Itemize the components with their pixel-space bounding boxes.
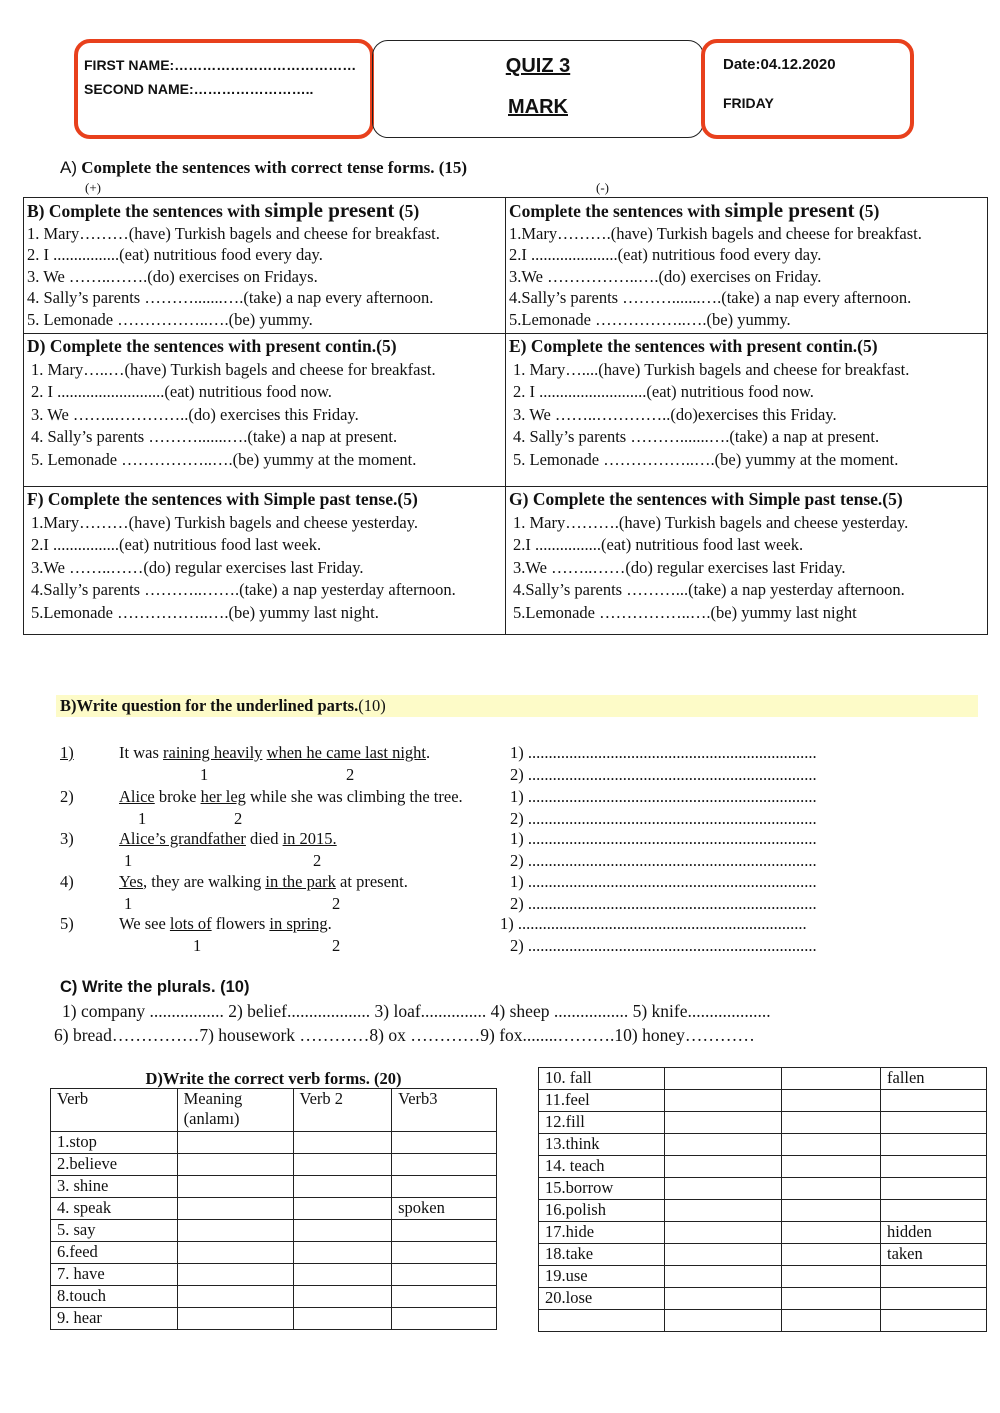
verb3-input[interactable]	[392, 1308, 497, 1330]
answer-number: 2)	[510, 894, 524, 913]
part-marker: 2	[313, 851, 322, 870]
verb3-cell: fallen	[881, 1068, 987, 1090]
column-header: Verb3	[392, 1089, 497, 1132]
verb3-input[interactable]	[392, 1220, 497, 1242]
exercise-sentence[interactable]: 2. I ................(eat) nutritious food every day.	[27, 245, 323, 264]
verb-cell: 3. shine	[51, 1176, 178, 1198]
question-number: 1)	[60, 743, 74, 762]
answer-number: 2)	[510, 851, 524, 870]
verb-row	[539, 1178, 987, 1200]
underlined-part: Yes	[119, 872, 144, 891]
quiz-box	[372, 40, 704, 138]
part-marker: 1	[193, 936, 202, 955]
meaning-input[interactable]	[177, 1286, 293, 1308]
verb-row	[51, 1220, 497, 1242]
answer-dots: ......................................................................	[527, 787, 817, 806]
exercise-cell	[24, 334, 506, 487]
negative-label: (-)	[596, 180, 609, 195]
section-a-heading	[60, 158, 467, 178]
exercise-sentence[interactable]: 2. I ..........................(eat) nutritious food now.	[31, 382, 332, 401]
meaning-input[interactable]	[177, 1308, 293, 1330]
verb2-input[interactable]	[293, 1132, 392, 1154]
verbs-title: D)Write the correct verb forms. (20)	[145, 1069, 402, 1088]
answer-number: 2)	[510, 809, 524, 828]
verb3-input[interactable]	[881, 1134, 987, 1156]
column-header: Meaning (anlamı)	[177, 1089, 293, 1132]
answer-line[interactable]	[510, 829, 817, 849]
meaning-input[interactable]	[177, 1264, 293, 1286]
question-sentence	[119, 914, 332, 934]
question-sentence	[119, 872, 408, 892]
exercise-sentence[interactable]: 2.I .....................(eat) nutritious food every day.	[509, 245, 822, 264]
answer-dots: ......................................................................	[527, 743, 817, 762]
exercise-cell	[506, 487, 988, 635]
questions-heading	[56, 695, 978, 717]
second-name-field[interactable]: SECOND NAME:……………………..	[84, 81, 314, 97]
verb-cell: 1.stop	[51, 1132, 178, 1154]
date-text: Date:04.12.2020	[723, 56, 836, 73]
exercise-heading	[509, 200, 984, 223]
answer-dots: ......................................................................	[527, 851, 817, 870]
verb-cell: 2.believe	[51, 1154, 178, 1176]
verb3-input[interactable]	[881, 1200, 987, 1222]
question-sentence	[119, 743, 430, 763]
verb2-input[interactable]	[782, 1090, 881, 1112]
verb-row	[539, 1156, 987, 1178]
day-text: FRIDAY	[723, 95, 774, 111]
verb3-input[interactable]	[881, 1156, 987, 1178]
question-sentence	[119, 787, 463, 807]
exercise-sentence[interactable]: 4.Sally’s parents ………...(take) a nap yesterday afternoon.	[513, 580, 905, 599]
column-header: Verb	[51, 1089, 178, 1132]
meaning-input[interactable]	[665, 1222, 782, 1244]
exercise-sentence[interactable]: 5.Lemonade ……………..….(be) yummy.	[509, 309, 791, 329]
answer-line[interactable]	[510, 787, 817, 807]
exercise-sentence[interactable]: 3.We ……………..….(do) exercises on Friday.	[509, 266, 822, 286]
exercise-heading	[27, 489, 502, 511]
answer-dots: ......................................................................	[527, 894, 817, 913]
verb-cell: 15.borrow	[539, 1178, 665, 1200]
answer-number: 1)	[510, 743, 524, 762]
verb-row	[539, 1222, 987, 1244]
name-box	[74, 39, 374, 139]
answer-number: 1)	[510, 787, 524, 806]
verb-cell: 14. teach	[539, 1156, 665, 1178]
verb-row	[539, 1112, 987, 1134]
meaning-input[interactable]	[177, 1132, 293, 1154]
answer-dots: ......................................................................	[517, 914, 807, 933]
tense-exercise-grid	[23, 197, 988, 635]
answer-number: 2)	[510, 936, 524, 955]
meaning-input[interactable]	[665, 1112, 782, 1134]
exercise-sentence[interactable]: 4. Sally’s parents ……….......….(take) a nap at present.	[31, 427, 398, 446]
heading-emphasis: simple present	[264, 198, 395, 222]
verb3-input[interactable]	[392, 1242, 497, 1264]
meaning-input[interactable]	[665, 1200, 782, 1222]
verb3-input[interactable]	[392, 1132, 497, 1154]
verb2-input[interactable]	[293, 1264, 392, 1286]
exercise-sentence[interactable]: 1. Mary…....(have) Turkish bagels and cheese for breakfast.	[513, 359, 910, 379]
exercise-heading	[27, 200, 502, 223]
sentence-text: We see	[119, 914, 170, 933]
underlined-part: raining heavily	[163, 743, 263, 762]
verb3-cell: taken	[881, 1244, 987, 1266]
verb-table-right	[538, 1067, 987, 1332]
verb3-input[interactable]	[881, 1090, 987, 1112]
exercise-sentence[interactable]: 3. We ……..…………..(do)exercises this Friday.	[513, 404, 837, 424]
heading-text: B) Complete the sentences with	[27, 201, 265, 221]
heading-points: (5)	[854, 201, 880, 221]
sentence-text: flowers	[211, 914, 270, 933]
underlined-part: Alice	[119, 787, 155, 806]
heading-points: (5)	[394, 201, 420, 221]
verb3-input[interactable]	[881, 1266, 987, 1288]
answer-line[interactable]	[510, 936, 817, 956]
verb2-input[interactable]	[782, 1244, 881, 1266]
answer-line[interactable]	[510, 872, 817, 892]
verb-cell: 13.think	[539, 1134, 665, 1156]
exercise-sentence[interactable]: 5. Lemonade ……………..….(be) yummy at the moment.	[513, 449, 899, 469]
answer-number: 2)	[510, 765, 524, 784]
meaning-input[interactable]	[177, 1154, 293, 1176]
meaning-input[interactable]	[665, 1288, 782, 1310]
verb3-input[interactable]	[392, 1264, 497, 1286]
answer-dots: ......................................................................	[527, 765, 817, 784]
meaning-input[interactable]	[665, 1266, 782, 1288]
verb3-input[interactable]	[881, 1178, 987, 1200]
questions-title: B)Write question for the underlined parts.	[60, 696, 359, 715]
exercise-heading	[509, 336, 984, 358]
underlined-part: her leg	[200, 787, 246, 806]
positive-label: (+)	[85, 180, 101, 195]
part-marker: 1	[138, 809, 147, 828]
verb-row	[539, 1090, 987, 1112]
verb-cell: 17.hide	[539, 1222, 665, 1244]
part-marker: 2	[332, 936, 341, 955]
verb2-input[interactable]	[782, 1068, 881, 1090]
grid-row	[24, 334, 988, 487]
part-marker: 2	[234, 809, 243, 828]
exercise-sentence[interactable]: 1. Mary……….(have) Turkish bagels and cheese yesterday.	[513, 512, 909, 532]
verb-cell: 11.feel	[539, 1090, 665, 1112]
exercise-heading	[27, 336, 502, 358]
heading-emphasis: simple present	[724, 198, 855, 222]
exercise-sentence[interactable]: 3. We ……..…….(do) exercises on Fridays.	[27, 266, 318, 286]
exercise-sentence[interactable]: 3.We ……..……(do) regular exercises last Friday.	[513, 557, 846, 577]
exercise-sentence[interactable]: 4. Sally’s parents ……….......….(take) a nap at present.	[513, 427, 880, 446]
verb-row	[51, 1264, 497, 1286]
sentence-text: .	[327, 914, 332, 933]
answer-dots: ......................................................................	[527, 809, 817, 828]
first-name-field[interactable]: FIRST NAME:…………………………………	[84, 57, 357, 73]
exercise-sentence[interactable]: 5.Lemonade ……………..….(be) yummy last night	[513, 602, 857, 622]
sentence-text: .	[426, 743, 431, 762]
verb-cell: 7. have	[51, 1264, 178, 1286]
answer-line[interactable]	[510, 809, 817, 829]
verb2-input[interactable]	[782, 1310, 881, 1332]
question-number: 3)	[60, 829, 74, 848]
exercise-cell	[24, 198, 506, 334]
heading-text: Complete the sentences with	[509, 201, 725, 221]
meaning-input[interactable]	[177, 1220, 293, 1242]
verb2-input[interactable]	[293, 1242, 392, 1264]
answer-number: 1)	[510, 872, 524, 891]
exercise-sentence[interactable]: 1. Mary…..…(have) Turkish bagels and cheese for breakfast.	[31, 359, 436, 379]
exercise-sentence[interactable]: 5. Lemonade ……………..….(be) yummy.	[27, 309, 313, 329]
answer-line[interactable]	[510, 765, 817, 785]
underlined-part: when he came last night	[266, 743, 427, 762]
verb2-input[interactable]	[293, 1198, 392, 1220]
sentence-text: while she was climbing the tree.	[245, 787, 463, 806]
answer-line[interactable]	[510, 894, 817, 914]
sentence-text: It was	[119, 743, 163, 762]
question-sentence	[119, 829, 337, 849]
verb2-input[interactable]	[293, 1154, 392, 1176]
verb2-input[interactable]	[782, 1200, 881, 1222]
meaning-input[interactable]	[177, 1176, 293, 1198]
answer-line[interactable]	[500, 914, 807, 934]
heading-text: F) Complete the sentences with Simple past tense.(5)	[27, 489, 418, 509]
verb3-cell: spoken	[392, 1198, 497, 1220]
exercise-sentence[interactable]: 2.I ................(eat) nutritious food last week.	[513, 535, 804, 554]
verb2-input[interactable]	[782, 1266, 881, 1288]
quiz-title: QUIZ 3	[505, 55, 571, 77]
underlined-part: in 2015.	[282, 829, 337, 848]
section-a-label: A)	[60, 158, 77, 177]
part-marker: 1	[124, 894, 133, 913]
meaning-input[interactable]	[665, 1134, 782, 1156]
questions-points: (10)	[358, 696, 386, 715]
underlined-part: lots of	[169, 914, 212, 933]
answer-line[interactable]	[510, 851, 817, 871]
exercise-sentence[interactable]: 1.Mary………(have) Turkish bagels and cheese yesterday.	[31, 512, 419, 532]
empty-cell[interactable]	[539, 1310, 665, 1332]
plurals-line-1[interactable]: 1) company ................. 2) belief................... 3) loaf............... 4) sheep ................. 5) knife...................	[62, 1001, 771, 1021]
verb2-input[interactable]	[782, 1112, 881, 1134]
verb-cell: 9. hear	[51, 1308, 178, 1330]
verb3-input[interactable]	[392, 1176, 497, 1198]
exercise-sentence[interactable]: 3. We ……..…………..(do) exercises this Friday.	[31, 404, 359, 424]
heading-text: D) Complete the sentences with present contin.(5)	[27, 336, 397, 356]
verb-row	[539, 1068, 987, 1090]
part-marker: 1	[124, 851, 133, 870]
verb-row	[539, 1134, 987, 1156]
verb2-input[interactable]	[782, 1288, 881, 1310]
verb3-input[interactable]	[881, 1310, 987, 1332]
verb-cell: 18.take	[539, 1244, 665, 1266]
verb-cell: 12.fill	[539, 1112, 665, 1134]
part-marker: 1	[200, 765, 209, 784]
answer-dots: ......................................................................	[527, 829, 817, 848]
verb-row	[51, 1198, 497, 1220]
verb3-cell: hidden	[881, 1222, 987, 1244]
exercise-cell	[506, 198, 988, 334]
verb-cell: 5. say	[51, 1220, 178, 1242]
exercise-heading	[509, 489, 984, 511]
verb2-input[interactable]	[293, 1286, 392, 1308]
exercise-sentence[interactable]: 1. Mary………(have) Turkish bagels and cheese for breakfast.	[27, 223, 440, 243]
section-a-title: Complete the sentences with correct tense forms. (15)	[81, 158, 468, 177]
verb-cell: 4. speak	[51, 1198, 178, 1220]
sentence-text: broke	[154, 787, 201, 806]
verb-row	[539, 1266, 987, 1288]
exercise-sentence[interactable]: 4.Sally’s parents ………..…….(take) a nap yesterday afternoon.	[31, 580, 456, 599]
verb3-input[interactable]	[392, 1154, 497, 1176]
verb-cell: 8.touch	[51, 1286, 178, 1308]
meaning-input[interactable]	[665, 1244, 782, 1266]
verb-row	[539, 1200, 987, 1222]
verb-cell: 6.feed	[51, 1242, 178, 1264]
date-box	[701, 39, 914, 139]
answer-number: 1)	[500, 914, 514, 933]
exercise-sentence[interactable]: 2.I ................(eat) nutritious food last week.	[31, 535, 322, 554]
exercise-sentence[interactable]: 5. Lemonade ……………..….(be) yummy at the moment.	[31, 449, 417, 469]
exercise-sentence[interactable]: 5.Lemonade ……………..….(be) yummy last night.	[31, 602, 379, 622]
meaning-input[interactable]	[665, 1156, 782, 1178]
sentence-text: at present.	[335, 872, 408, 891]
answer-dots: ......................................................................	[527, 936, 817, 955]
verb-row	[51, 1286, 497, 1308]
meaning-input[interactable]	[665, 1090, 782, 1112]
verb-row	[51, 1242, 497, 1264]
verb-row	[51, 1132, 497, 1154]
verb-table-header	[51, 1089, 497, 1132]
plurals-title: C) Write the plurals. (10)	[60, 978, 250, 996]
verb3-input[interactable]	[881, 1112, 987, 1134]
grid-row	[24, 198, 988, 334]
meaning-input[interactable]	[665, 1178, 782, 1200]
verb-row	[539, 1310, 987, 1332]
verb2-input[interactable]	[293, 1176, 392, 1198]
verb-row	[51, 1176, 497, 1198]
part-marker: 2	[332, 894, 341, 913]
grid-row	[24, 487, 988, 635]
verb3-input[interactable]	[392, 1286, 497, 1308]
verb2-input[interactable]	[782, 1134, 881, 1156]
heading-text: G) Complete the sentences with Simple past tense.(5)	[509, 489, 903, 509]
exercise-sentence[interactable]: 4.Sally’s parents ……….......….(take) a nap every afternoon.	[509, 288, 912, 307]
verb-row	[539, 1244, 987, 1266]
question-number: 2)	[60, 787, 74, 806]
part-marker: 2	[346, 765, 355, 784]
exercise-sentence[interactable]: 4. Sally’s parents ……….......….(take) a nap every afternoon.	[27, 288, 434, 307]
verb2-input[interactable]	[293, 1220, 392, 1242]
exercise-cell	[506, 334, 988, 487]
verb-row	[51, 1154, 497, 1176]
plurals-line-2[interactable]: 6) bread……………7) housework …………8) ox …………9) fox........……….10) honey…………	[54, 1025, 755, 1045]
sentence-text: died	[245, 829, 283, 848]
exercise-sentence[interactable]: 2. I ..........................(eat) nutritious food now.	[513, 382, 814, 401]
verb2-input[interactable]	[782, 1222, 881, 1244]
verb-cell: 16.polish	[539, 1200, 665, 1222]
verb2-input[interactable]	[782, 1178, 881, 1200]
heading-text: E) Complete the sentences with present contin.(5)	[509, 336, 878, 356]
verb2-input[interactable]	[782, 1156, 881, 1178]
verb-cell: 19.use	[539, 1266, 665, 1288]
underlined-part: Alice’s grandfather	[119, 829, 246, 848]
verb-table-left	[50, 1088, 497, 1330]
exercise-cell	[24, 487, 506, 635]
verb-cell: 10. fall	[539, 1068, 665, 1090]
underlined-part: in spring	[269, 914, 328, 933]
question-number: 4)	[60, 872, 74, 891]
mark-label: MARK	[508, 96, 568, 118]
exercise-sentence[interactable]: 1.Mary……….(have) Turkish bagels and cheese for breakfast.	[509, 223, 922, 243]
sentence-text: , they are walking	[143, 872, 266, 891]
underlined-part: in the park	[265, 872, 336, 891]
meaning-input[interactable]	[177, 1242, 293, 1264]
verb-cell: 20.lose	[539, 1288, 665, 1310]
verb-row	[51, 1308, 497, 1330]
answer-line[interactable]	[510, 743, 817, 763]
meaning-input[interactable]	[177, 1198, 293, 1220]
column-header: Verb 2	[293, 1089, 392, 1132]
verb-row	[539, 1288, 987, 1310]
question-number: 5)	[60, 914, 74, 933]
verb2-input[interactable]	[293, 1308, 392, 1330]
meaning-input[interactable]	[665, 1310, 782, 1332]
verb3-input[interactable]	[881, 1288, 987, 1310]
answer-number: 1)	[510, 829, 524, 848]
meaning-input[interactable]	[665, 1068, 782, 1090]
answer-dots: ......................................................................	[527, 872, 817, 891]
exercise-sentence[interactable]: 3.We ……..……(do) regular exercises last Friday.	[31, 557, 364, 577]
